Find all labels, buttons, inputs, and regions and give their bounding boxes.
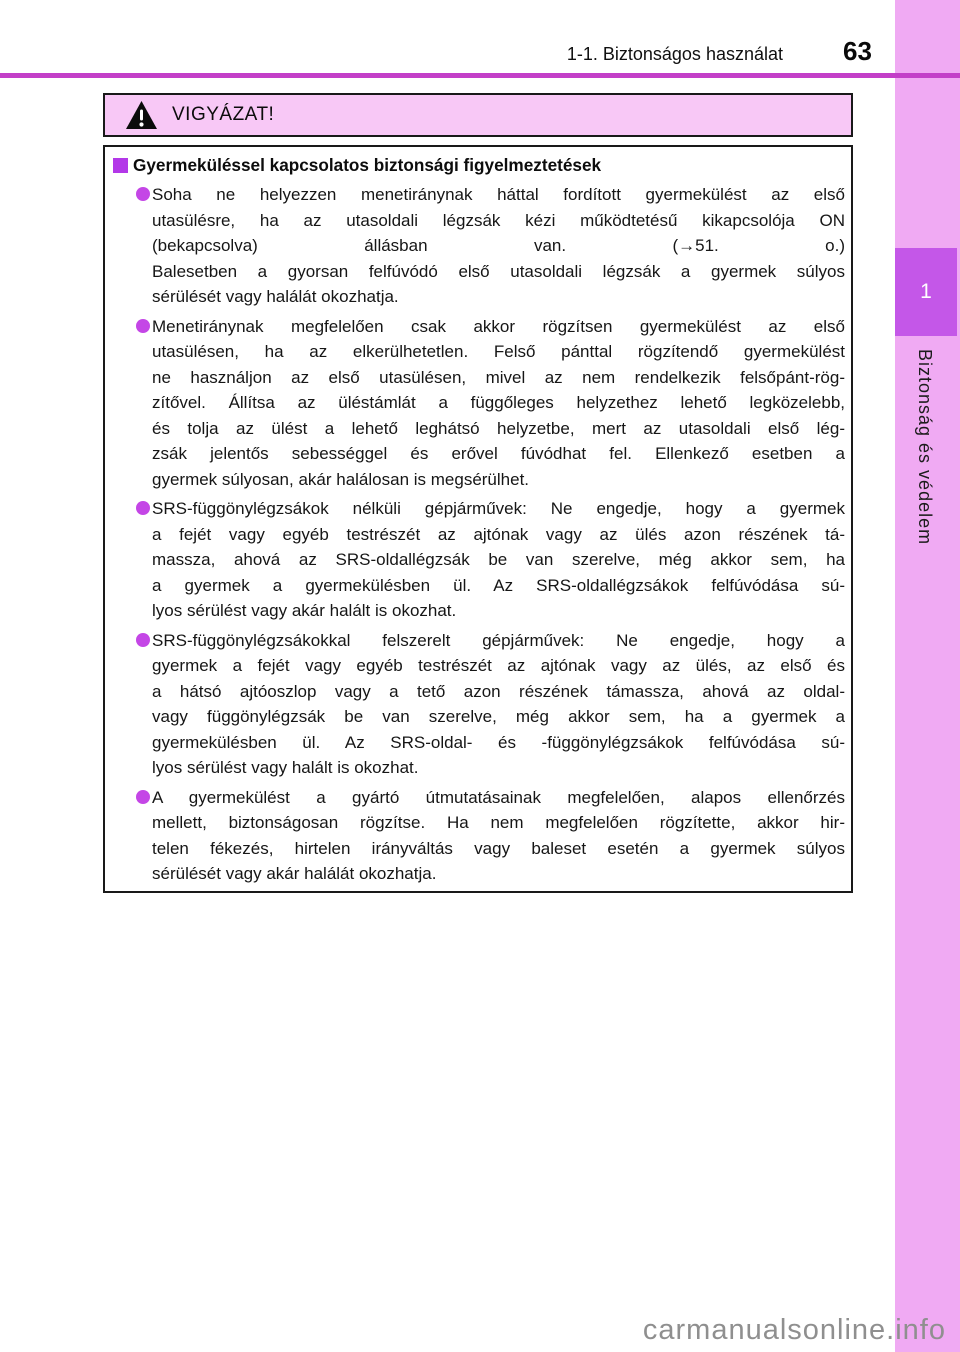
circle-bullet-icon: [136, 628, 152, 781]
bullet-item: [136, 785, 845, 887]
bullet-line: lyos sérülést vagy akár halált is okozhat.: [152, 601, 457, 620]
circle-bullet-icon: [136, 785, 152, 887]
bullet-line: és tolja az ülést a lehető leghátsó helyzetbe, mert az utasoldali első lég-: [152, 418, 845, 438]
bullet-line: (bekapcsolva) állásban van. (→51. o.): [152, 236, 845, 255]
bullet-line: zítővel. Állítsa az üléstámlát a függőleges helyzethez lehető legközelebb,: [152, 393, 845, 412]
bullet-line: utasülésen, ha az elkerülhetetlen. Felső pánttal rögzítendő gyermekülést: [152, 342, 845, 361]
bullet-line: gyermek súlyosan, akár halálosan is megsérülhet.: [152, 469, 530, 489]
bullet-line: telen fékezés, hirtelen irányváltás vagy baleset esetén a gyermek súlyos: [152, 838, 845, 858]
bullet-item: [136, 182, 845, 310]
bullet-item: [136, 496, 845, 624]
bullet-lines: [152, 628, 845, 781]
bullet-lines: [152, 496, 845, 624]
bullet-line: massza, ahová az SRS-oldallégzsák be van szerelve, még akkor sem, ha: [152, 550, 845, 569]
bullet-line: ne használjon az első utasülésen, mivel az nem rendelkezik felsőpánt-rög-: [152, 367, 845, 387]
bullet-line: Soha ne helyezzen menetiránynak háttal fordított gyermekülést az első: [152, 185, 845, 204]
chapter-title-vertical: Biztonság és védelem: [915, 349, 935, 546]
bullet-line: a fejét vagy egyéb testrészét az ajtónak vagy az ülés azon részének tá-: [152, 524, 845, 544]
warning-box-header: [103, 93, 853, 137]
watermark: carmanualsonline.info: [642, 1314, 946, 1346]
chapter-tab-number: 1: [920, 280, 932, 303]
bullet-lines: [152, 314, 845, 493]
bullet-line: utasülésre, ha az utasoldali légzsák kézi működtetésű kikapcsolója ON: [152, 210, 845, 230]
bullet-line: zsák jelentős sebességgel és erővel fúvódhat fel. Ellenkező esetben a: [152, 444, 845, 463]
warning-heading: Gyermeküléssel kapcsolatos biztonsági figyelmeztetések: [133, 155, 602, 175]
bullet-line: gyermek a fejét vagy egyéb testrészét az ajtónak vagy az ülés, az első és: [152, 656, 845, 675]
warning-box-body: [103, 145, 853, 893]
bullet-lines: [152, 182, 845, 310]
chapter-sidebar-strip: [895, 0, 960, 1352]
square-bullet-icon: [113, 158, 128, 173]
header-rule: [0, 73, 960, 78]
warning-triangle-icon: [125, 100, 158, 130]
section-header: 1-1. Biztonságos használat: [566, 44, 783, 64]
warning-title: VIGYÁZAT!: [172, 104, 275, 125]
bullet-item: [136, 628, 845, 781]
bullet-line: SRS-függönylégzsákokkal felszerelt gépjárművek: Ne engedje, hogy a: [152, 630, 845, 650]
bullet-line: Menetiránynak megfelelően csak akkor rögzítsen gyermekülést az első: [152, 316, 845, 336]
bullet-line: sérülését vagy halálát okozhatja.: [152, 287, 399, 306]
circle-bullet-icon: [136, 496, 152, 624]
bullet-lines: [152, 785, 845, 887]
warning-heading-row: [113, 152, 845, 178]
page-number: 63: [843, 36, 872, 66]
circle-bullet-icon: [136, 314, 152, 493]
bullet-line: gyermekülésben ül. Az SRS-oldal- és -függönylégzsákok felfúvódása sú-: [152, 732, 845, 752]
bullet-line: a hátsó ajtóoszlop vagy a tető azon részének támassza, ahová az oldal-: [152, 681, 845, 701]
bullet-line: sérülését vagy akár halálát okozhatja.: [152, 864, 437, 883]
bullet-line: mellett, biztonságosan rögzítse. Ha nem megfelelően rögzítette, akkor hir-: [152, 813, 845, 832]
bullet-line: a gyermek a gyermekülésben ül. Az SRS-oldallégzsákok felfúvódása sú-: [152, 575, 845, 595]
bullet-list: [136, 182, 845, 887]
bullet-line: vagy függönylégzsák be van szerelve, még akkor sem, ha a gyermek a: [152, 707, 845, 726]
bullet-line: Balesetben a gyorsan felfúvódó első utasoldali légzsák a gyermek súlyos: [152, 261, 845, 281]
circle-bullet-icon: [136, 182, 152, 310]
bullet-line: lyos sérülést vagy halált is okozhat.: [152, 758, 419, 777]
bullet-line: SRS-függönylégzsákok nélküli gépjárművek: Ne engedje, hogy a gyermek: [152, 499, 845, 518]
chapter-tab: [895, 248, 957, 336]
bullet-item: [136, 314, 845, 493]
bullet-line: A gyermekülést a gyártó útmutatásainak megfelelően, alapos ellenőrzés: [152, 787, 845, 807]
